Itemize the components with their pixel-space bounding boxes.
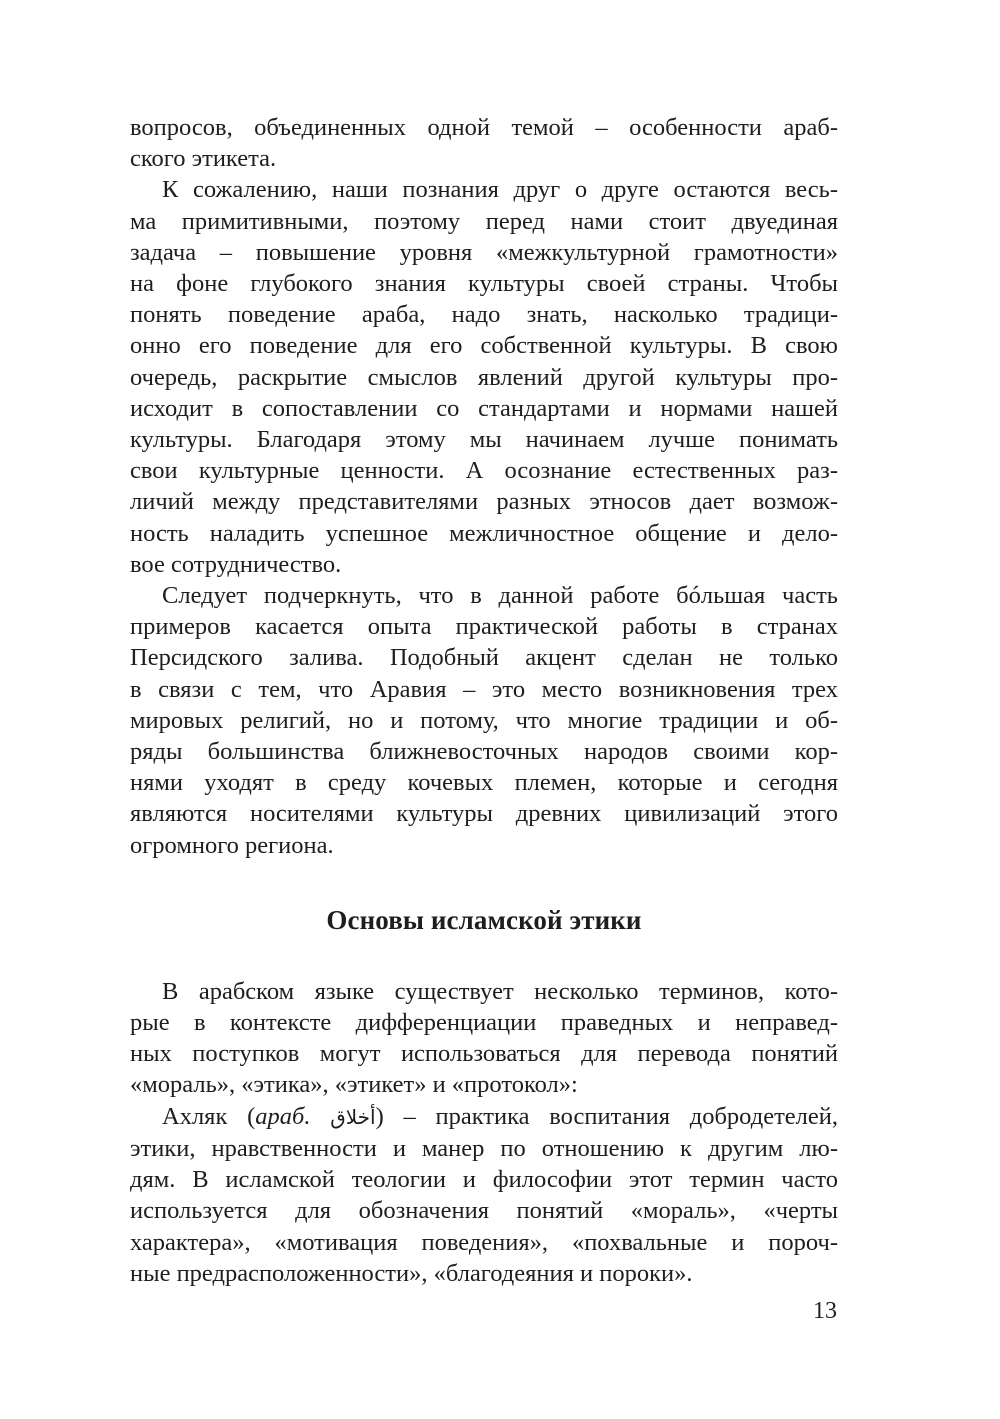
- paragraph-terms: [130, 976, 838, 1101]
- text-line: характера», «мотивация поведения», «похвальные и пороч-: [130, 1228, 838, 1256]
- text-line: Персидского залива. Подобный акцент сделан не только: [130, 644, 838, 672]
- text-line: ные предрасположенности», «благодеяния и пороки».: [130, 1259, 693, 1287]
- text-line: ма примитивными, поэтому перед нами стоит двуединая: [130, 207, 838, 235]
- text-line: исходит в сопоставлении со стандартами и нормами нашей: [130, 394, 838, 422]
- arabic-word: أخلاق: [330, 1104, 376, 1129]
- text-line: этики, нравственности и манер по отношению к другим лю-: [130, 1134, 838, 1162]
- text-line: ряды большинства ближневосточных народов своими кор-: [130, 738, 838, 766]
- text-line: очередь, раскрытие смыслов явлений другой культуры про-: [130, 363, 838, 391]
- spacer: [130, 861, 838, 903]
- paragraph-knowledge: [130, 174, 838, 580]
- text-line: рые в контексте дифференциации праведных и неправед-: [130, 1009, 838, 1037]
- text-line: на фоне глубокого знания культуры своей страны. Чтобы: [130, 270, 838, 298]
- text-line: нями уходят в среду кочевых племен, которые и сегодня: [130, 769, 838, 797]
- paragraph-persian-gulf: [130, 580, 838, 861]
- text-block-bottom: [130, 976, 838, 1289]
- text-line: ского этикета.: [130, 145, 277, 173]
- text-line: В арабском языке существует несколько терминов, кото-: [162, 977, 838, 1005]
- text-line: К сожалению, наши познания друг о друге остаются весь-: [162, 176, 838, 204]
- text-line-akhlaq-first: [130, 1101, 838, 1133]
- text-line: вое сотрудничество.: [130, 550, 342, 578]
- text-line: личий между представителями разных этносов дает возмож-: [130, 488, 838, 516]
- paragraph-continuation: [130, 112, 838, 174]
- text-line: «мораль», «этика», «этикет» и «протокол»:: [130, 1071, 578, 1099]
- text-line: мировых религий, но и потому, что многие традиции и об-: [130, 706, 838, 734]
- text-line: используется для обозначения понятий «мораль», «черты: [130, 1197, 838, 1225]
- text-line: Следует подчеркнуть, что в данной работе бóльшая часть: [162, 582, 838, 610]
- text-line: огромного региона.: [130, 831, 334, 859]
- abbr-arabic: араб.: [255, 1102, 311, 1130]
- spacer: [130, 937, 838, 976]
- text-line: свои культурные ценности. А осознание естественных раз-: [130, 457, 838, 485]
- text-line: культуры. Благодаря этому мы начинаем лучше понимать: [130, 426, 838, 454]
- definition-start: ) – практика воспитания добродетелей,: [375, 1102, 838, 1130]
- text-line: являются носителями культуры древних цивилизаций этого: [130, 800, 838, 828]
- text-line: задача – повышение уровня «межкультурной грамотности»: [130, 238, 838, 266]
- text-line: ных поступков могут использоваться для перевода понятий: [130, 1040, 838, 1068]
- text-line: вопросов, объединенных одной темой – особенности араб-: [130, 114, 838, 141]
- text-line: дям. В исламской теологии и философии этот термин часто: [130, 1166, 838, 1194]
- text-line: онно его поведение для его собственной культуры. В свою: [130, 332, 838, 360]
- text-line: понять поведение араба, надо знать, насколько традици-: [130, 301, 838, 329]
- paragraph-akhlaq: [130, 1101, 838, 1289]
- text-block-top: [130, 112, 838, 861]
- text-line: ность наладить успешное межличностное общение и дело-: [130, 519, 838, 547]
- text-line: примеров касается опыта практической работы в странах: [130, 613, 838, 641]
- section-heading: Основы исламской этики: [326, 904, 642, 935]
- page-number: 13: [813, 1298, 837, 1324]
- book-page: [130, 112, 838, 1289]
- term-akhlaq: Ахляк (: [162, 1102, 256, 1130]
- text-line: в связи с тем, что Аравия – это место возникновения трех: [130, 675, 838, 703]
